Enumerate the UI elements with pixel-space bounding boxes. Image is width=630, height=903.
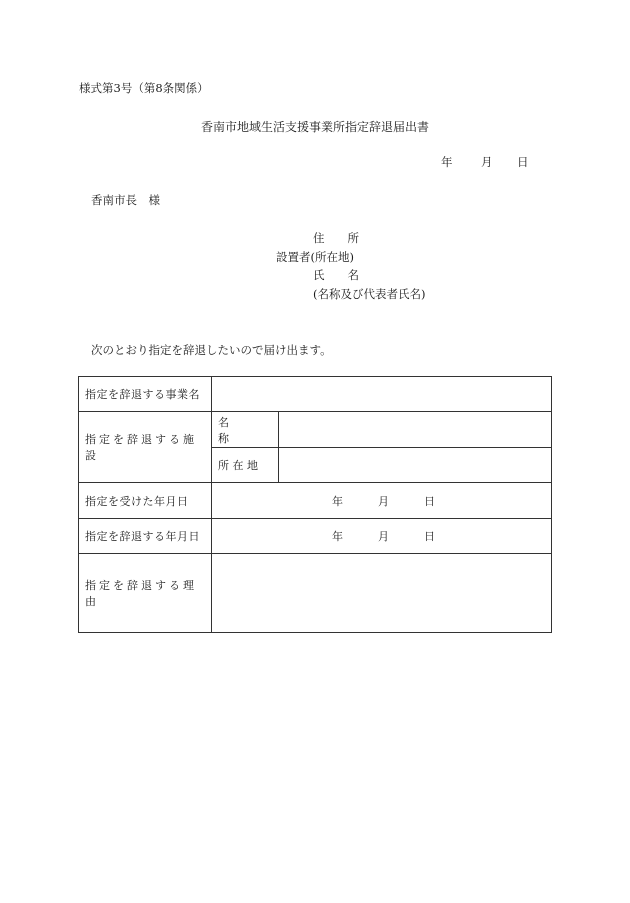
sender-name-label: 氏 名 <box>313 268 359 282</box>
facility-location-label: 所 在 地 <box>212 448 279 483</box>
designated-date-field[interactable] <box>212 483 552 519</box>
date-year: 年 <box>441 155 453 169</box>
addressee: 香南市長 様 <box>91 193 160 207</box>
sender-address-label: 住 所 <box>313 231 359 245</box>
business-name-label: 指定を辞退する事業名 <box>79 377 212 412</box>
withdrawal-date-label: 指定を辞退する年月日 <box>79 519 212 554</box>
designated-year: 年 <box>332 494 343 508</box>
document-title: 香南市地域生活支援事業所指定辞退届出書 <box>200 120 429 134</box>
date-day: 日 <box>517 155 529 169</box>
facility-label: 指定を辞退する施設 <box>79 412 212 483</box>
reason-label: 指定を辞退する理由 <box>79 554 212 633</box>
withdrawal-day: 日 <box>424 530 435 543</box>
intro-text: 次のとおり指定を辞退したいので届け出ます。 <box>91 343 332 357</box>
reason-field[interactable] <box>212 554 552 633</box>
facility-location-field[interactable] <box>279 448 552 483</box>
submission-date <box>441 154 529 170</box>
withdrawal-month: 月 <box>378 530 389 543</box>
sender-role-label: 設置者(所在地) <box>276 249 354 264</box>
facility-name-field[interactable] <box>279 412 552 448</box>
withdrawal-form-table <box>78 376 552 633</box>
date-month: 月 <box>481 155 493 169</box>
withdrawal-year: 年 <box>332 530 343 543</box>
designated-date-label: 指定を受けた年月日 <box>79 483 212 519</box>
sender-block <box>276 229 425 303</box>
withdrawal-date-field[interactable] <box>212 519 552 554</box>
sender-name-note: (名称及び代表者氏名) <box>313 286 426 301</box>
designated-month: 月 <box>378 494 389 508</box>
facility-name-label: 名 称 <box>212 412 279 448</box>
business-name-field[interactable] <box>212 377 552 412</box>
form-number: 様式第3号（第8条関係） <box>79 81 209 95</box>
designated-day: 日 <box>424 494 435 508</box>
